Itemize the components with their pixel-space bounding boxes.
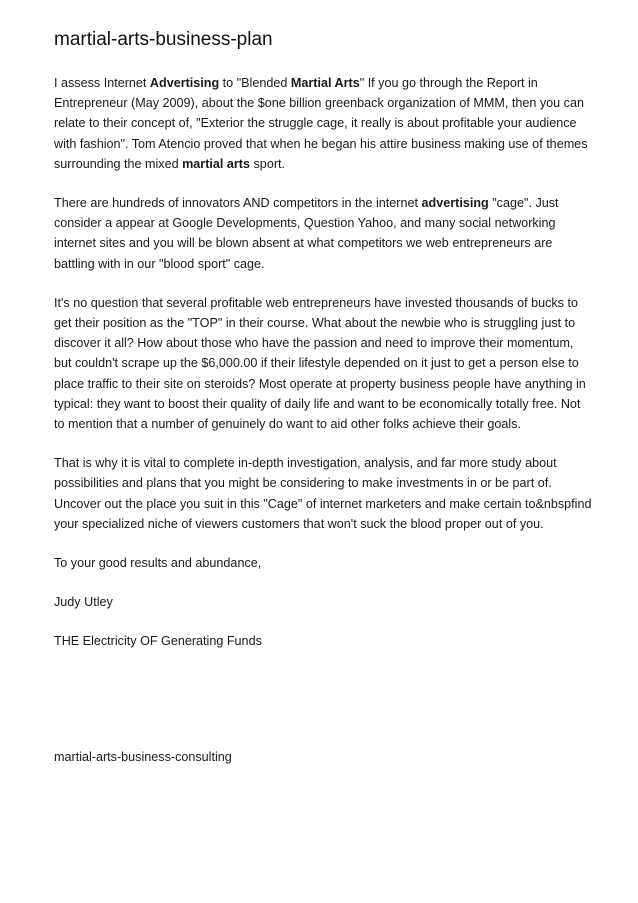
paragraph-1-run-2: to "Blended <box>219 76 291 90</box>
paragraph-3 <box>54 293 594 434</box>
paragraph-1-run-3: " If you go through the Report in Entrepreneur (May 2009), about the $one billion greenback organization of MMM, then you can relate to their concept of, "Exterior the struggle cage, it really is about profitable your audience with fashion". Tom Atencio proved that when he began his attire business making use of themes surrounding the mixed <box>54 76 588 171</box>
document-page <box>54 28 594 671</box>
tagline: THE Electricity OF Generating Funds <box>54 634 262 649</box>
paragraph-4-run-1: That is why it is vital to complete in-depth investigation, analysis, and far more study about possibilities and plans that you might be considering to make investments in or be part of. Uncover out the place you suit in this "Cage" of internet marketers and make certain to&nbspfind your specialized niche of viewers customers that won't suck the blood proper out of you. <box>54 456 592 531</box>
paragraph-1-bold-advertising: Advertising <box>149 76 220 90</box>
paragraph-2-run-2: "cage". Just consider a appear at Google Developments, Question Yahoo, and many social networking internet sites and you will be blown absent at what competitors we web entrepreneurs are battling with in our "blood sport" cage. <box>54 196 559 271</box>
closing-line: To your good results and abundance, <box>54 556 262 571</box>
paragraph-1-bold-martial-arts: Martial Arts <box>290 76 360 90</box>
paragraph-4 <box>54 453 594 534</box>
paragraph-2-bold-advertising: advertising <box>421 196 489 211</box>
paragraph-1-run-1: I assess Internet <box>54 76 150 90</box>
paragraph-1-run-4: sport. <box>250 156 286 171</box>
footer-keyword-link: martial-arts-business-consulting <box>54 750 232 764</box>
document-title: martial-arts-business-plan <box>54 29 273 50</box>
paragraph-2 <box>54 193 594 274</box>
paragraph-1-bold-martial-arts-lower: martial arts <box>182 156 251 171</box>
paragraph-2-run-1: There are hundreds of innovators AND competitors in the internet <box>54 196 422 211</box>
paragraph-3-run-1: It's no question that several profitable web entrepreneurs have invested thousands of bucks to get their position as the "TOP" in their course. What about the newbie who is struggling just to discover it all? How about those who have the passion and need to improve their momentum, but couldn't scrape up the $6,000.00 if their lifestyle depended on it just to get a person else to place traffic to their site on steroids? Most operate at property business people have anything in typical: they want to boost their quality of daily life and want to be economically totally free. Not to mention that a number of genuinely do want to aid other folks achieve their goals. <box>54 295 586 432</box>
author-name: Judy Utley <box>54 595 113 610</box>
paragraph-1 <box>54 73 594 174</box>
